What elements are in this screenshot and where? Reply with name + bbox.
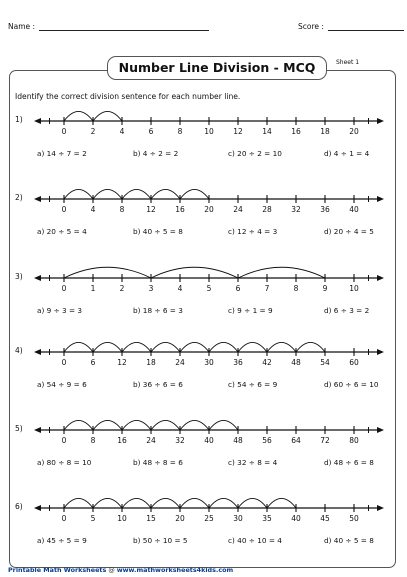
answer-option[interactable]: c) 20 ÷ 2 = 10 xyxy=(228,149,282,158)
tick-label: 20 xyxy=(175,514,185,523)
hop-arc xyxy=(267,342,296,352)
left-arrow-icon xyxy=(34,196,41,202)
hop-arc xyxy=(209,420,238,430)
page-title: Number Line Division - MCQ xyxy=(107,56,327,80)
tick-label: 4 xyxy=(177,284,183,293)
answer-option[interactable]: a) 14 ÷ 7 = 2 xyxy=(37,149,87,158)
answer-option[interactable]: d) 6 ÷ 3 = 2 xyxy=(324,306,370,315)
tick-label: 64 xyxy=(291,436,301,445)
tick-label: 9 xyxy=(322,284,328,293)
answer-option[interactable]: a) 45 ÷ 5 = 9 xyxy=(37,536,87,545)
hop-arc xyxy=(151,420,180,430)
score-label: Score : xyxy=(298,22,324,31)
tick-label: 6 xyxy=(235,284,241,293)
tick-label: 0 xyxy=(61,127,67,136)
hop-arc xyxy=(93,189,122,199)
tick-label: 80 xyxy=(349,436,359,445)
footer-brand: Printable Math Worksheets xyxy=(8,566,107,574)
tick-label: 30 xyxy=(204,358,214,367)
hop-arc xyxy=(122,342,151,352)
tick-label: 16 xyxy=(175,205,185,214)
answer-option[interactable]: d) 40 ÷ 5 = 8 xyxy=(324,536,374,545)
hop-arc xyxy=(151,498,180,508)
left-arrow-icon xyxy=(34,118,41,124)
hop-arc xyxy=(238,267,325,278)
answer-option[interactable]: b) 4 ÷ 2 = 2 xyxy=(133,149,179,158)
tick-label: 32 xyxy=(175,436,185,445)
tick-label: 40 xyxy=(204,436,214,445)
hop-arc xyxy=(151,267,238,278)
tick-label: 0 xyxy=(61,358,67,367)
hop-arc xyxy=(151,189,180,199)
answer-option[interactable]: a) 20 ÷ 5 = 4 xyxy=(37,227,87,236)
hop-arc xyxy=(180,342,209,352)
tick-label: 32 xyxy=(291,205,301,214)
left-arrow-icon xyxy=(34,427,41,433)
tick-label: 48 xyxy=(233,436,243,445)
tick-label: 56 xyxy=(262,436,272,445)
sheet-label: Sheet 1 xyxy=(336,59,360,66)
answer-option[interactable]: b) 48 ÷ 8 = 6 xyxy=(133,458,183,467)
answer-option[interactable]: c) 40 ÷ 10 = 4 xyxy=(228,536,282,545)
right-arrow-icon xyxy=(377,275,384,281)
tick-label: 18 xyxy=(320,127,330,136)
tick-label: 5 xyxy=(90,514,96,523)
hop-arc xyxy=(122,189,151,199)
tick-label: 18 xyxy=(146,358,156,367)
footer-url[interactable]: www.mathworksheets4kids.com xyxy=(116,566,234,574)
hop-arc xyxy=(64,111,93,121)
hop-arc xyxy=(180,498,209,508)
footer-separator: @ xyxy=(108,566,115,574)
answer-option[interactable]: b) 36 ÷ 6 = 6 xyxy=(133,380,183,389)
right-arrow-icon xyxy=(377,118,384,124)
instruction-text: Identify the correct division sentence for each number line. xyxy=(15,92,241,101)
tick-label: 10 xyxy=(349,284,359,293)
answer-option[interactable]: c) 9 ÷ 1 = 9 xyxy=(228,306,273,315)
tick-label: 72 xyxy=(320,436,330,445)
tick-label: 4 xyxy=(90,205,96,214)
answer-option[interactable]: d) 48 ÷ 6 = 8 xyxy=(324,458,374,467)
tick-label: 30 xyxy=(233,514,243,523)
answer-option[interactable]: d) 4 ÷ 1 = 4 xyxy=(324,149,370,158)
hop-arc xyxy=(122,498,151,508)
tick-label: 40 xyxy=(291,514,301,523)
tick-label: 10 xyxy=(204,127,214,136)
tick-label: 28 xyxy=(262,205,272,214)
left-arrow-icon xyxy=(34,349,41,355)
tick-label: 54 xyxy=(320,358,330,367)
tick-label: 14 xyxy=(262,127,272,136)
tick-label: 8 xyxy=(90,436,96,445)
tick-label: 24 xyxy=(146,436,156,445)
tick-label: 0 xyxy=(61,284,67,293)
left-arrow-icon xyxy=(34,505,41,511)
problem-number: 2) xyxy=(15,193,23,202)
tick-label: 4 xyxy=(119,127,125,136)
problem-number: 5) xyxy=(15,424,23,433)
tick-label: 6 xyxy=(90,358,96,367)
tick-label: 36 xyxy=(233,358,243,367)
hop-arc xyxy=(180,189,209,199)
name-label: Name : xyxy=(8,22,36,31)
tick-label: 0 xyxy=(61,205,67,214)
tick-label: 8 xyxy=(293,284,299,293)
answer-option[interactable]: c) 12 ÷ 4 = 3 xyxy=(228,227,278,236)
tick-label: 10 xyxy=(117,514,127,523)
hop-arc xyxy=(267,498,296,508)
tick-label: 12 xyxy=(146,205,156,214)
hop-arc xyxy=(64,267,151,278)
hop-arc xyxy=(209,498,238,508)
tick-label: 6 xyxy=(148,127,154,136)
tick-label: 40 xyxy=(349,205,359,214)
tick-label: 25 xyxy=(204,514,214,523)
tick-label: 35 xyxy=(262,514,272,523)
tick-label: 0 xyxy=(61,436,67,445)
hop-arc xyxy=(93,498,122,508)
tick-label: 24 xyxy=(233,205,243,214)
answer-option[interactable]: b) 50 ÷ 10 = 5 xyxy=(133,536,188,545)
hop-arc xyxy=(238,342,267,352)
tick-label: 3 xyxy=(148,284,154,293)
tick-label: 2 xyxy=(119,284,125,293)
hop-arc xyxy=(93,111,122,121)
problem-number: 6) xyxy=(15,502,23,511)
right-arrow-icon xyxy=(377,427,384,433)
hop-arc xyxy=(151,342,180,352)
tick-label: 16 xyxy=(117,436,127,445)
hop-arc xyxy=(64,498,93,508)
answer-option[interactable]: c) 32 ÷ 8 = 4 xyxy=(228,458,278,467)
tick-label: 5 xyxy=(206,284,212,293)
footer xyxy=(8,566,233,574)
hop-arc xyxy=(296,342,325,352)
answer-option[interactable]: a) 9 ÷ 3 = 3 xyxy=(37,306,83,315)
hop-arc xyxy=(122,420,151,430)
hop-arc xyxy=(64,342,93,352)
tick-label: 60 xyxy=(349,358,359,367)
hop-arc xyxy=(93,342,122,352)
problem-number: 1) xyxy=(15,115,23,124)
tick-label: 8 xyxy=(177,127,183,136)
answer-option[interactable]: a) 54 ÷ 9 = 6 xyxy=(37,380,87,389)
hop-arc xyxy=(64,420,93,430)
right-arrow-icon xyxy=(377,196,384,202)
hop-arc xyxy=(238,498,267,508)
right-arrow-icon xyxy=(377,505,384,511)
tick-label: 45 xyxy=(320,514,330,523)
answer-option[interactable]: a) 80 ÷ 8 = 10 xyxy=(37,458,92,467)
problem-number: 4) xyxy=(15,346,23,355)
hop-arc xyxy=(209,342,238,352)
tick-label: 20 xyxy=(204,205,214,214)
answer-option[interactable]: c) 54 ÷ 6 = 9 xyxy=(228,380,278,389)
answer-option[interactable]: d) 60 ÷ 6 = 10 xyxy=(324,380,379,389)
tick-label: 8 xyxy=(119,205,125,214)
tick-label: 0 xyxy=(61,514,67,523)
hop-arc xyxy=(180,420,209,430)
tick-label: 36 xyxy=(320,205,330,214)
right-arrow-icon xyxy=(377,349,384,355)
tick-label: 16 xyxy=(291,127,301,136)
problem-number: 3) xyxy=(15,272,23,281)
tick-label: 24 xyxy=(175,358,185,367)
tick-label: 2 xyxy=(90,127,96,136)
answer-option[interactable]: d) 20 ÷ 4 = 5 xyxy=(324,227,374,236)
tick-label: 20 xyxy=(349,127,359,136)
tick-label: 15 xyxy=(146,514,156,523)
tick-label: 42 xyxy=(262,358,272,367)
tick-label: 7 xyxy=(264,284,270,293)
tick-label: 50 xyxy=(349,514,359,523)
answer-option[interactable]: b) 40 ÷ 5 = 8 xyxy=(133,227,183,236)
tick-label: 48 xyxy=(291,358,301,367)
hop-arc xyxy=(64,189,93,199)
left-arrow-icon xyxy=(34,275,41,281)
answer-option[interactable]: b) 18 ÷ 6 = 3 xyxy=(133,306,183,315)
tick-label: 12 xyxy=(117,358,127,367)
tick-label: 12 xyxy=(233,127,243,136)
hop-arc xyxy=(93,420,122,430)
tick-label: 1 xyxy=(90,284,96,293)
